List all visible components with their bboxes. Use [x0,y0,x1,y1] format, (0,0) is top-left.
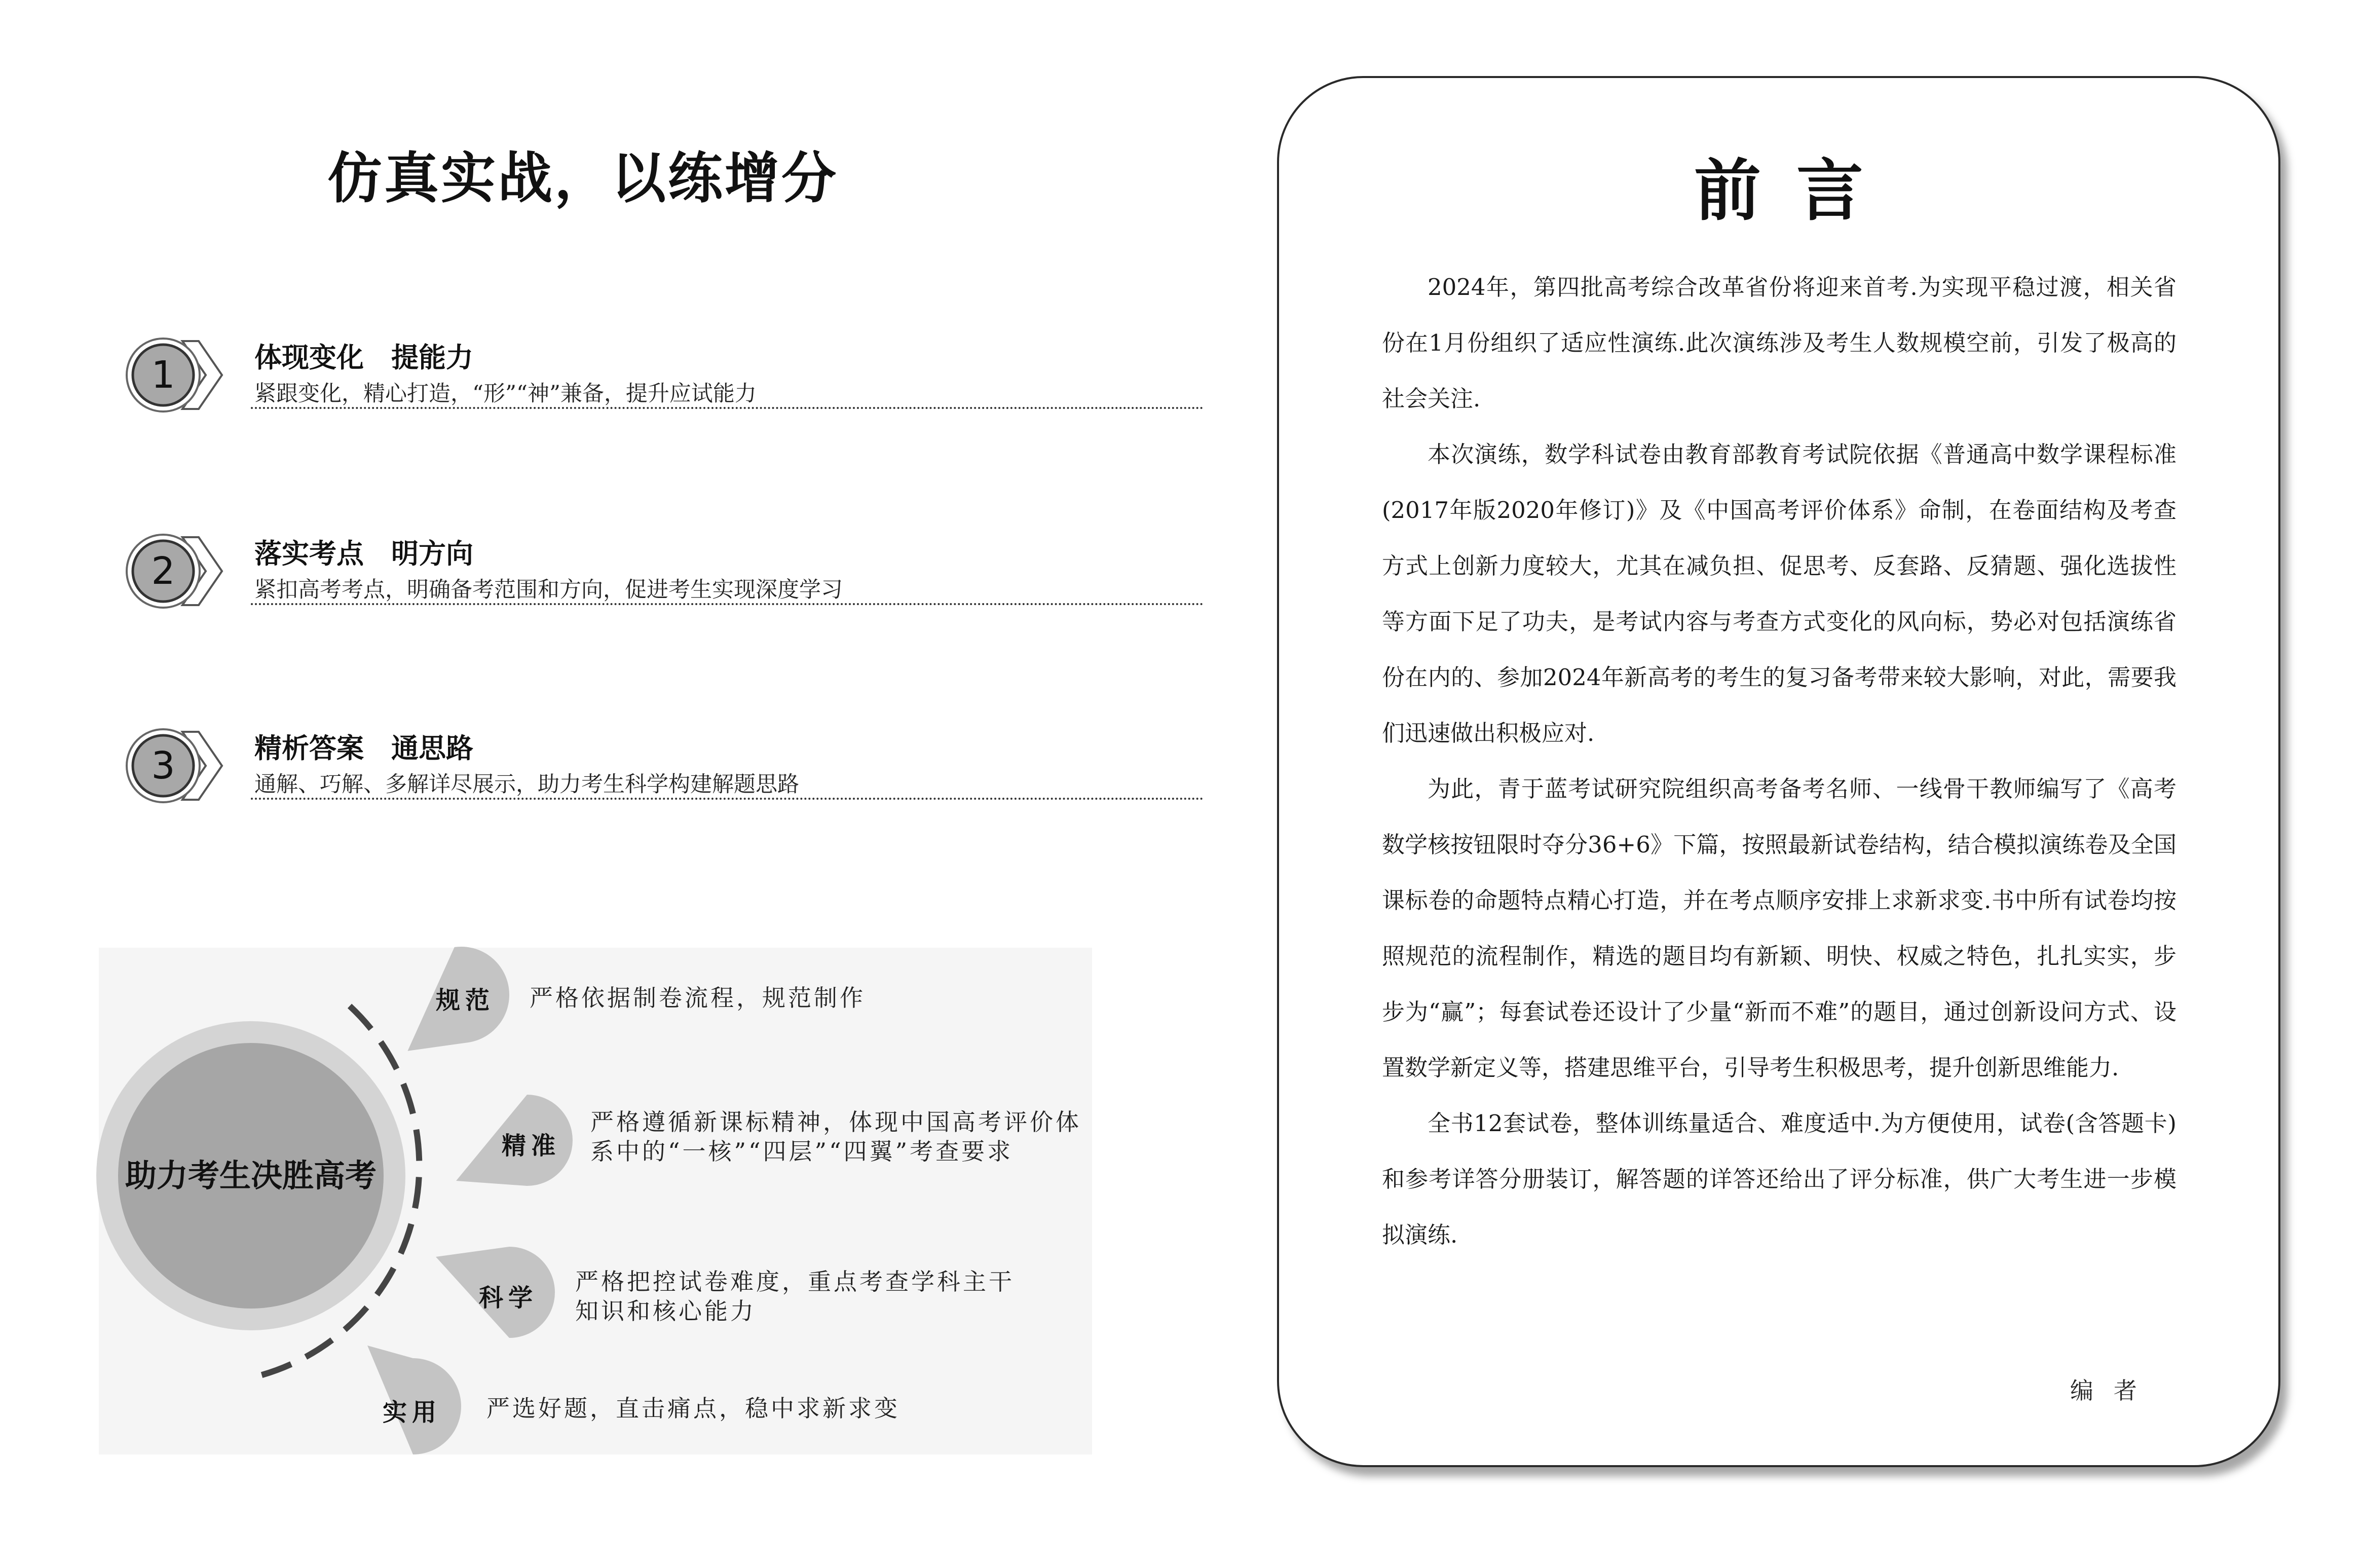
preface-paragraph: 全书12套试卷，整体训练量适合、难度适中.为方便使用，试卷(含答题卡)和参考详答分册装订，解答题的详答还给出了评分标准，供广大考生进一步模拟演练. [1382,1110,2177,1248]
point-label: 科学 [478,1284,538,1312]
point-label: 规范 [435,986,495,1015]
feature-title: 落实考点 明方向 [254,537,473,570]
svg-text:1: 1 [151,353,175,397]
point-description: 严格遵循新课标精神，体现中国高考评价体 系中的“一核”“四层”“四翼”考查要求 [590,1108,1081,1165]
feature-description: 紧扣高考考点，明确备考范围和方向，促进考生实现深度学习 [254,577,843,603]
left-page-title: 仿真实战，以练增分 [327,147,838,210]
feature-title: 精析答案 通思路 [254,732,473,764]
point-description: 严格把控试卷难度，重点考查学科主干 知识和核心能力 [575,1268,1015,1325]
feature-title: 体现变化 提能力 [254,341,473,374]
preface-paragraph: 2024年，第四批高考综合改革省份将迎来首考.为实现平稳过渡，相关省份在1月份组织了适应性演练.此次演练涉及考生人数规模空前，引发了极高的社会关注. [1382,274,2177,412]
preface-title: 前言 [1694,152,1899,230]
feature-description: 通解、巧解、多解详尽展示，助力考生科学构建解题思路 [254,772,799,797]
feature-description: 紧跟变化，精心打造，“形”“神”兼备，提升应试能力 [254,381,757,406]
point-label: 精准 [501,1132,560,1160]
preface-paragraph: 本次演练，数学科试卷由教育部教育考试院依据《普通高中数学课程标准(2017年版2020年修订)》及《中国高考评价体系》命制，在卷面结构及考查方式上创新力度较大，尤其在减负担、促思考、反套路、反猜题、强化选拔性等方面下足了功夫，是考试内容与考查方式变化的风向标，势必对包括演练省份在内的、参加2024年新高考的考生的复习备考带来较大影响，对此，需要我们迅速做出积极应对. [1382,441,2177,746]
point-description: 严选好题，直击痛点，稳中求新求变 [486,1395,900,1422]
svg-text:2: 2 [151,549,175,593]
hub-label: 助力考生决胜高考 [125,1157,377,1194]
preface-paragraph: 为此，青于蓝考试研究院组织高考备考名师、一线骨干教师编写了《高考数学核按钮限时夺分36+6》下篇，按照最新试卷结构，结合模拟演练卷及全国课标卷的命题特点精心打造，并在考点顺序安排上求新求变.书中所有试卷均按照规范的流程制作，精选的题目均有新颖、明快、权威之特色，扎扎实实，步步为“赢”；每套试卷还设计了少量“新而不难”的题目，通过创新设问方式、设置数学新定义等，搭建思维平台，引导考生积极思考，提升创新思维能力. [1382,775,2177,1081]
point-description: 严格依据制卷流程，规范制作 [530,984,866,1012]
point-label: 实用 [382,1398,441,1427]
signature: 编者 [2070,1377,2157,1404]
preface-body [1382,259,2177,1263]
svg-text:3: 3 [151,744,175,788]
